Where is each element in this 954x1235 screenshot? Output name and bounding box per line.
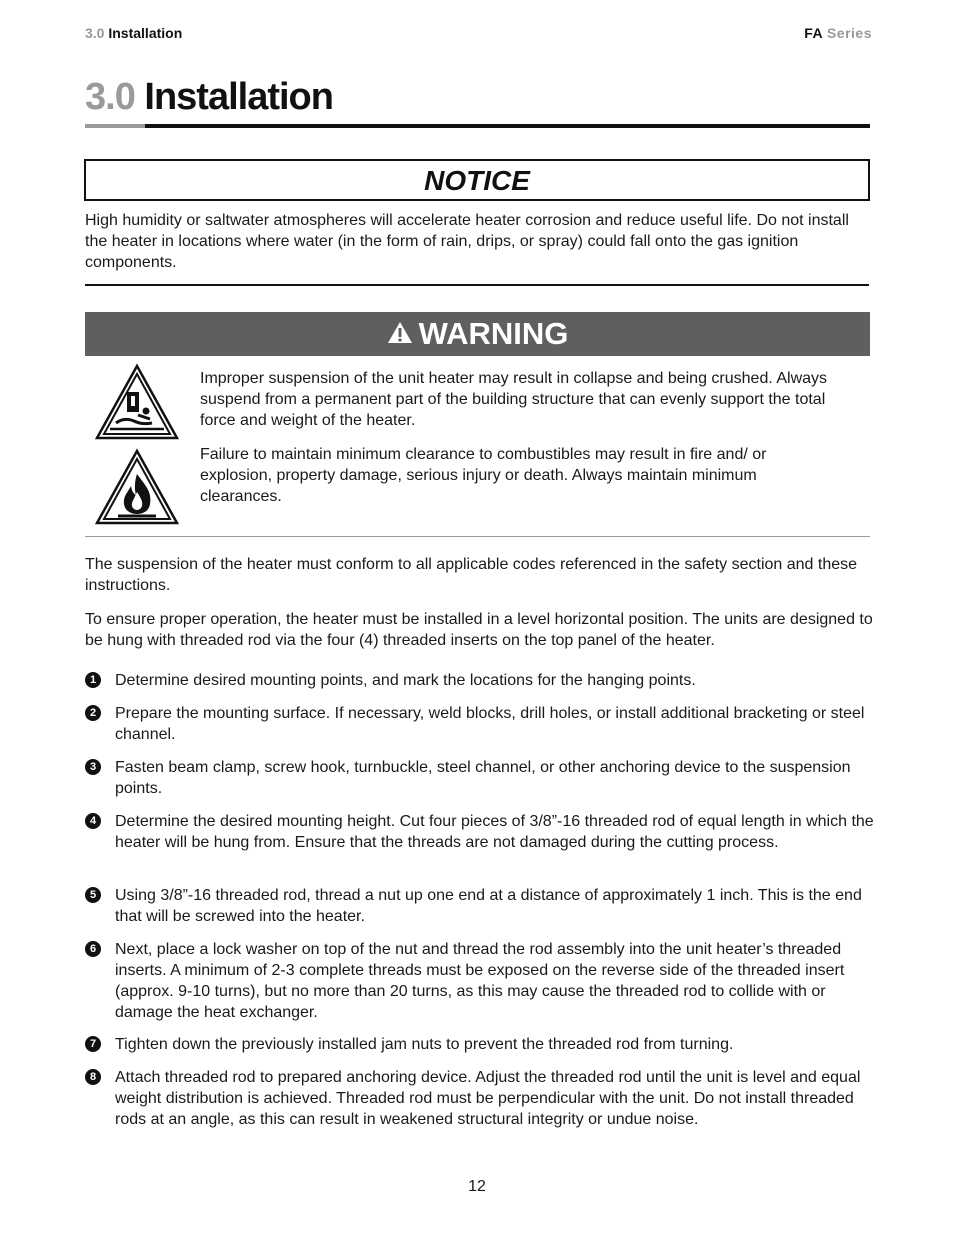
step-number-badge: 4 (85, 813, 101, 829)
step-number-badge: 2 (85, 705, 101, 721)
fire-hazard-icon (94, 448, 180, 526)
step-text: Using 3/8”-16 threaded rod, thread a nut up one end at a distance of approximately 1 inch. This is the end that will be screwed into the heater. (115, 887, 862, 925)
step-number-badge: 6 (85, 941, 101, 957)
step-number-badge: 7 (85, 1036, 101, 1052)
running-header-section (85, 25, 182, 41)
step-text: Determine the desired mounting height. Cut four pieces of 3/8”-16 threaded rod of equal length in which the heater will be hung from. Ensure that the threads are not damaged during the cutting process. (115, 813, 874, 851)
running-header-series (804, 25, 872, 41)
warning-clearance-text: Failure to maintain minimum clearance to combustibles may result in fire and/ or explosion, property damage, serious injury or death. Always maintain minimum clearances. (200, 446, 767, 505)
step-number-badge: 8 (85, 1069, 101, 1085)
step-number-badge: 3 (85, 759, 101, 775)
warning-triangle-icon (387, 321, 413, 344)
step-text: Determine desired mounting points, and mark the locations for the hanging points. (115, 672, 696, 689)
step-text: Attach threaded rod to prepared anchoring device. Adjust the threaded rod until the unit is level and equal weight distribution is achieved. Threaded rod must be perpendicular with the unit. Do not install threaded rods at an angle, as this can result in weakened structural integrity or undue noise. (115, 1069, 861, 1128)
paragraph-level-position: To ensure proper operation, the heater must be installed in a level horizontal position. The units are designed to be hung with threaded rod via the four (4) threaded inserts on the top panel of the heater. (85, 611, 873, 649)
header-series-word: Series (826, 25, 872, 41)
warning-suspension-text: Improper suspension of the unit heater may result in collapse and being crushed. Always suspend from a permanent part of the building structure that can evenly support the total force and weight of the heater. (200, 370, 828, 429)
header-series-code: FA (804, 25, 823, 41)
title-number: 3.0 (85, 76, 135, 118)
header-section-number: 3.0 (85, 25, 105, 41)
step-number-badge: 5 (85, 887, 101, 903)
title-underline (145, 124, 870, 128)
notice-text: High humidity or saltwater atmospheres will accelerate heater corrosion and reduce useful life. Do not install the heater in locations where water (in the form of rain, drips, or spray) could fall onto the gas ignition components. (85, 212, 849, 271)
page-title (85, 76, 333, 119)
header-section-name: Installation (108, 25, 183, 41)
notice-heading: NOTICE (84, 159, 870, 201)
crush-hazard-icon (94, 363, 180, 441)
step-text: Next, place a lock washer on top of the nut and thread the rod assembly into the unit heater’s threaded inserts. A minimum of 2-3 complete threads must be exposed on the reverse side of the threaded insert (approx. 9-10 turns), but no more than 20 turns, as this may cause the threaded rod to collide with or damage the heat exchanger. (115, 941, 845, 1021)
step-text: Tighten down the previously installed jam nuts to prevent the threaded rod from turning. (115, 1036, 734, 1053)
step-text: Prepare the mounting surface. If necessary, weld blocks, drill holes, or install additional bracketing or steel channel. (115, 705, 865, 743)
step-number-badge: 1 (85, 672, 101, 688)
notice-divider (85, 284, 869, 286)
step-text: Fasten beam clamp, screw hook, turnbuckle, steel channel, or other anchoring device to the suspension points. (115, 759, 851, 797)
paragraph-codes: The suspension of the heater must conform to all applicable codes referenced in the safety section and these instructions. (85, 556, 858, 594)
warning-heading: WARNING (418, 316, 569, 351)
title-text: Installation (144, 76, 333, 118)
page-number: 12 (468, 1178, 486, 1195)
warning-banner (85, 312, 870, 356)
title-underline-accent (85, 124, 145, 128)
warning-divider (85, 536, 870, 537)
